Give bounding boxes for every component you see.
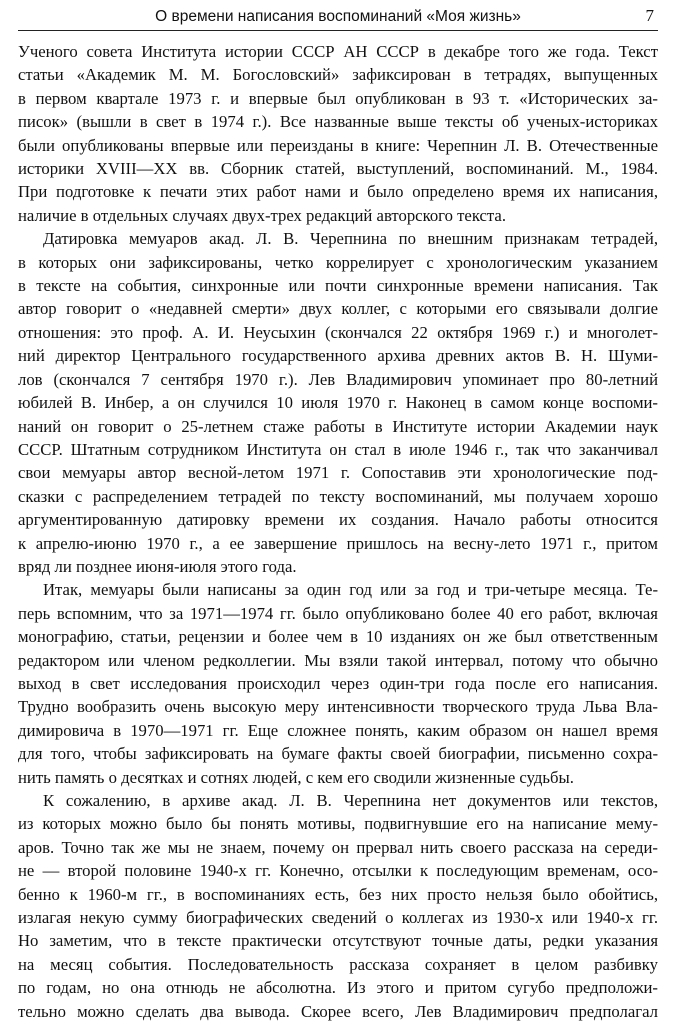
paragraph-3 bbox=[18, 578, 658, 789]
text-line: не — второй половине 1940-х гг. Конечно, отсылки к последующим временам, осо- bbox=[18, 861, 658, 881]
text-line: излагая некую сумму биографических сведений о коллегах из 1930-х или 1940-х гг. bbox=[18, 908, 658, 928]
text-line: монографию, статьи, рецензии и более чем в 10 изданиях он же был ответственным bbox=[18, 627, 658, 647]
text-line: димировича в 1970—1971 гг. Еще сложнее понять, каким образом он нашел время bbox=[18, 720, 658, 740]
text-line: юбилей В. Инбер, а он случился 10 июля 1970 г. Наконец в самом конце воспоми- bbox=[18, 393, 658, 413]
text-line: Итак, мемуары были написаны за один год или за год и три-четыре месяца. Те- bbox=[43, 580, 658, 600]
text-line: Датировка мемуаров акад. Л. В. Черепнина по внешним признакам тетрадей, bbox=[43, 229, 658, 249]
text-line: писок» (вышли в свет в 1974 г.). Все названные выше тексты об ученых-историках bbox=[18, 112, 658, 132]
text-line: Ученого совета Института истории СССР АН СССР в декабре того же года. Текст bbox=[18, 42, 658, 61]
text-line: в тексте на события, синхронные или почти синхронные времени написания. Так bbox=[18, 276, 658, 296]
text-line: к апрелю-июню 1970 г., а ее завершение пришлось на весну-лето 1971 г., притом bbox=[18, 533, 658, 553]
text-line: наличие в отдельных случаях двух-трех редакций авторского текста. bbox=[18, 205, 506, 225]
paragraph-1 bbox=[18, 40, 658, 227]
paragraph-2 bbox=[18, 227, 658, 578]
text-line: в первом квартале 1973 г. и впервые был опубликован в 93 т. «Исторических за- bbox=[18, 88, 658, 108]
text-line: Но заметим, что в тексте практически отсутствуют точные даты, редки указания bbox=[18, 931, 658, 951]
text-line: аров. Точно так же мы не знаем, почему он прервал нить своего рассказа на середи- bbox=[18, 837, 658, 857]
text-line: ний директор Центрального государственного архива древних актов В. Н. Шуми- bbox=[18, 346, 658, 366]
text-line: из которых можно было бы понять мотивы, подвигнувшие его на написание мему- bbox=[18, 814, 658, 834]
text-line: историки XVIII—XX вв. Сборник статей, выступлений, воспоминаний. М., 1984. bbox=[18, 159, 658, 179]
text-line: наний он говорит о 25-летнем стаже работы в Институте истории Академии наук bbox=[18, 416, 658, 436]
running-head-title: О времени написания воспоминаний «Моя жизнь» bbox=[155, 8, 521, 25]
text-line: сказки с распределением тетрадей по тексту воспоминаний, мы получаем хорошо bbox=[18, 486, 658, 506]
text-line: СССР. Штатным сотрудником Института он стал в июле 1946 г., так что заканчивал bbox=[18, 439, 658, 459]
text-line: редактором или членом редколлегии. Мы взяли такой интервал, потому что обычно bbox=[18, 650, 658, 670]
text-line: статьи «Академик М. М. Богословский» зафиксирован в тетрадях, выпущенных bbox=[18, 65, 658, 85]
text-line: аргументированную датировку времени их создания. Начало работы относится bbox=[18, 510, 658, 530]
page-number: 7 bbox=[645, 6, 654, 25]
text-line: выход в свет исследования происходил через один-три года после его написания. bbox=[18, 673, 658, 693]
text-line: по годам, но она отнюдь не абсолютна. Из этого и притом сугубо предположи- bbox=[18, 978, 658, 998]
text-line: автор говорит о «недавней смерти» двух коллег, с которыми его связывали долгие bbox=[18, 299, 658, 319]
text-line: на месяц события. Последовательность рассказа сохраняет в целом разбивку bbox=[18, 954, 658, 974]
text-line: Трудно вообразить очень высокую меру интенсивности творческого труда Льва Вла- bbox=[18, 697, 658, 717]
text-line: для того, чтобы зафиксировать на бумаге факты своей биографии, письменно сохра- bbox=[18, 744, 658, 764]
running-head bbox=[18, 0, 658, 31]
text-line: отношения: это проф. А. И. Неусыхин (скончался 22 октября 1969 г.) и многолет- bbox=[18, 322, 658, 342]
text-line: свои мемуары автор весной-летом 1971 г. Сопоставив эти хронологические под- bbox=[18, 463, 658, 483]
body-text bbox=[18, 40, 658, 1023]
text-line: нить память о десятках и сотнях людей, с кем его сводили жизненные судьбы. bbox=[18, 767, 574, 787]
text-line: были опубликованы впервые или переизданы в книге: Черепнин Л. В. Отечественные bbox=[18, 135, 658, 155]
text-line: тельно можно сделать два вывода. Скорее всего, Лев Владимирович предполагал bbox=[18, 1001, 658, 1021]
text-line: лов (скончался 7 сентября 1970 г.). Лев Владимирович упоминает про 80-летний bbox=[18, 369, 658, 389]
text-line: перь вспомним, что за 1971—1974 гг. было опубликовано более 40 его работ, включая bbox=[18, 603, 658, 623]
text-line: в которых они зафиксированы, четко коррелирует с хронологическим указанием bbox=[18, 252, 658, 272]
text-line: вряд ли позднее июня-июля этого года. bbox=[18, 556, 297, 576]
text-line: бенно к 1960-м гг., в воспоминаниях есть, без них просто нельзя было обойтись, bbox=[18, 884, 658, 904]
text-line: При подготовке к печати этих работ нами и было определено время их написания, bbox=[18, 182, 658, 202]
text-line: К сожалению, в архиве акад. Л. В. Черепнина нет документов или текстов, bbox=[43, 791, 658, 810]
